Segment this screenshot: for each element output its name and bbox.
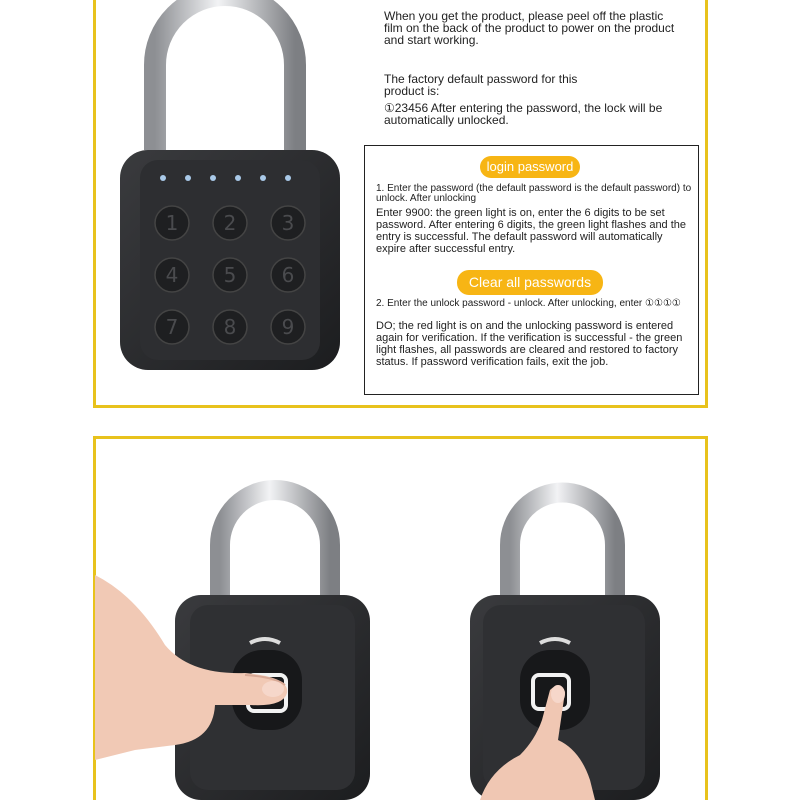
keypad-key-label: 1 [165, 211, 179, 235]
step1-title: 1. Enter the password (the default password is the default password) to unlock. After unlocking [376, 183, 692, 204]
keypad-key-label: 7 [165, 315, 179, 339]
keypad-key-label: 9 [281, 315, 295, 339]
keypad-key-label: 2 [223, 211, 237, 235]
hand-left [95, 565, 295, 765]
login-password-badge: login password [480, 156, 580, 178]
step1-body: Enter 9900: the green light is on, enter the 6 digits to be set password. After entering 6 digits, the green light flashes and the entry is successful. The default password will automatically expire after successful entry. [376, 207, 687, 255]
keypad-key-label: 6 [281, 263, 295, 287]
keypad-key-label: 4 [165, 263, 179, 287]
step2-title: 2. Enter the unlock password - unlock. After unlocking, enter ①①①① [376, 298, 681, 309]
keypad-key-label: 8 [223, 315, 237, 339]
keypad-key-label: 5 [223, 263, 237, 287]
shackle [155, 0, 295, 150]
intro-default-password: The factory default password for this product is: [384, 72, 578, 98]
keypad [140, 195, 320, 355]
instructions-box [364, 145, 699, 395]
clear-passwords-badge: Clear all passwords [457, 270, 603, 295]
step2-body: DO; the red light is on and the unlocking password is entered again for verification. If the verification is successful - the green light flashes, all passwords are cleared and restored to factory status. If password verification fails, exit the job. [376, 320, 683, 368]
intro-peel-film: When you get the product, please peel off the plastic film on the back of the product to power on the product and start working. [384, 9, 675, 47]
intro-unlock: ①23456 After entering the password, the lock will be automatically unlocked. [384, 101, 663, 127]
hand-right [480, 680, 620, 800]
keypad-key-label: 3 [281, 211, 295, 235]
